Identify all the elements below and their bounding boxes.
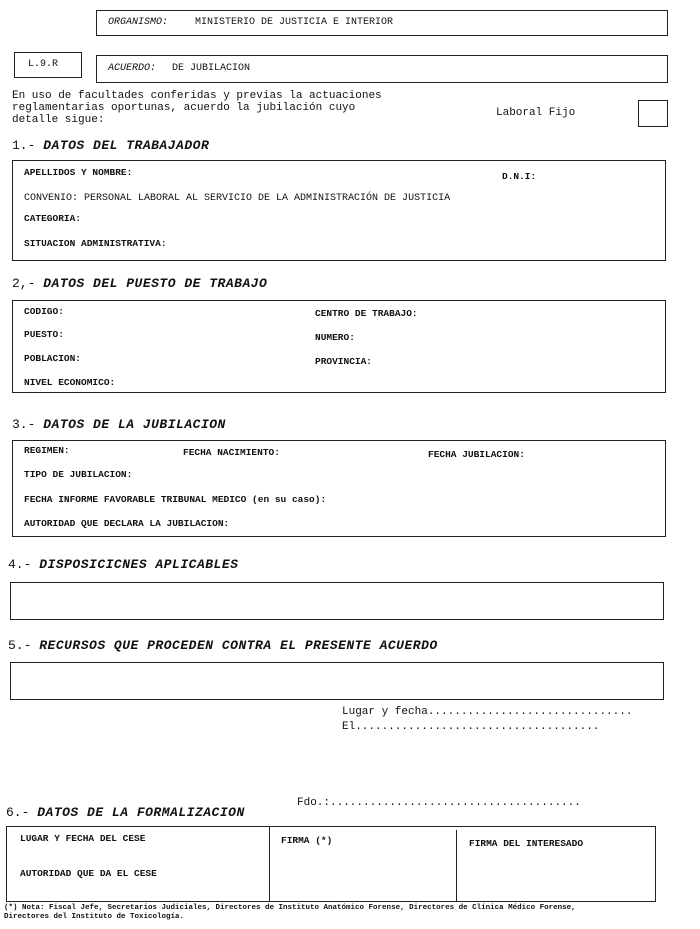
autoridad-cese-label: AUTORIDAD QUE DA EL CESE [20, 868, 157, 879]
intro-line-2: reglamentarias oportunas, acuerdo la jubilación cuyo [12, 102, 356, 114]
section-2-number: 2,- [12, 276, 36, 291]
numero-label: NUMERO: [315, 332, 355, 343]
footnote-line-1: (*) Nota: Fiscal Jefe, Secretarios Judiciales, Directores de Instituto Anatómico Forense, Directores de Clínica Médico Forense, [4, 904, 576, 912]
footnote-line-2: Directores del Instituto de Toxicología. [4, 913, 185, 921]
section-5-heading [8, 638, 438, 653]
laboral-fijo-label: Laboral Fijo [496, 107, 576, 119]
section-5-number: 5.- [8, 638, 32, 653]
nivel-label: NIVEL ECONOMICO: [24, 377, 116, 388]
dni-label: D.N.I: [502, 171, 537, 182]
section-1-title: DATOS DEL TRABAJADOR [43, 138, 210, 153]
intro-line-1: En uso de facultades conferidas y previas la actuaciones [12, 90, 382, 102]
situacion-label: SITUACION ADMINISTRATIVA: [24, 238, 167, 249]
section-3-title: DATOS DE LA JUBILACION [43, 417, 226, 432]
puesto-label: PUESTO: [24, 329, 64, 340]
section-4-title: DISPOSICICNES APLICABLES [39, 557, 239, 572]
lugar-fecha-line: Lugar y fecha............................... [342, 706, 633, 718]
apellidos-label: APELLIDOS Y NOMBRE: [24, 167, 133, 178]
categoria-label: CATEGORIA: [24, 213, 82, 224]
section-1-heading [12, 138, 209, 153]
section-5-box[interactable] [10, 662, 664, 700]
section-4-box[interactable] [10, 582, 664, 620]
organismo-value: MINISTERIO DE JUSTICIA E INTERIOR [195, 17, 394, 28]
fecha-jubilacion-label: FECHA JUBILACION: [428, 449, 525, 460]
firma-label: FIRMA (*) [281, 835, 333, 846]
form-code: L.9.R [28, 59, 59, 70]
acuerdo-label: ACUERDO: [108, 63, 157, 74]
fdo-line: Fdo.:...................................... [297, 797, 581, 809]
section-6-divider-2 [456, 830, 457, 902]
convenio-label: CONVENIO: PERSONAL LABORAL AL SERVICIO DE LA ADMINISTRACIÓN DE JUSTICIA [24, 193, 451, 204]
section-6-title: DATOS DE LA FORMALIZACION [37, 805, 245, 820]
section-6-number: 6.- [6, 805, 30, 820]
centro-label: CENTRO DE TRABAJO: [315, 308, 418, 319]
codigo-label: CODIGO: [24, 306, 64, 317]
section-3-heading [12, 417, 226, 432]
lugar-cese-label: LUGAR Y FECHA DEL CESE [20, 833, 146, 844]
provincia-label: PROVINCIA: [315, 356, 373, 367]
fecha-nacimiento-label: FECHA NACIMIENTO: [183, 447, 280, 458]
section-5-title: RECURSOS QUE PROCEDEN CONTRA EL PRESENTE ACUERDO [39, 638, 438, 653]
fecha-informe-label: FECHA INFORME FAVORABLE TRIBUNAL MEDICO (en su caso): [24, 494, 327, 505]
acuerdo-value: DE JUBILACION [172, 63, 251, 74]
poblacion-label: POBLACION: [24, 353, 82, 364]
firma-interesado-label: FIRMA DEL INTERESADO [469, 838, 584, 849]
laboral-fijo-checkbox[interactable] [638, 100, 668, 127]
tipo-jubilacion-label: TIPO DE JUBILACION: [24, 469, 133, 480]
organismo-label: ORGANISMO: [108, 17, 169, 28]
regimen-label: REGIMEN: [24, 445, 70, 456]
section-2-title: DATOS DEL PUESTO DE TRABAJO [43, 276, 268, 291]
section-2-heading [12, 276, 267, 291]
autoridad-label: AUTORIDAD QUE DECLARA LA JUBILACION: [24, 518, 230, 529]
section-6-heading [6, 805, 245, 820]
section-3-number: 3.- [12, 417, 36, 432]
section-6-divider-1 [269, 826, 270, 902]
intro-line-3: detalle sigue: [12, 114, 105, 126]
section-4-heading [8, 557, 238, 572]
section-4-number: 4.- [8, 557, 32, 572]
section-1-number: 1.- [12, 138, 36, 153]
el-line: El..................................... [342, 721, 600, 733]
